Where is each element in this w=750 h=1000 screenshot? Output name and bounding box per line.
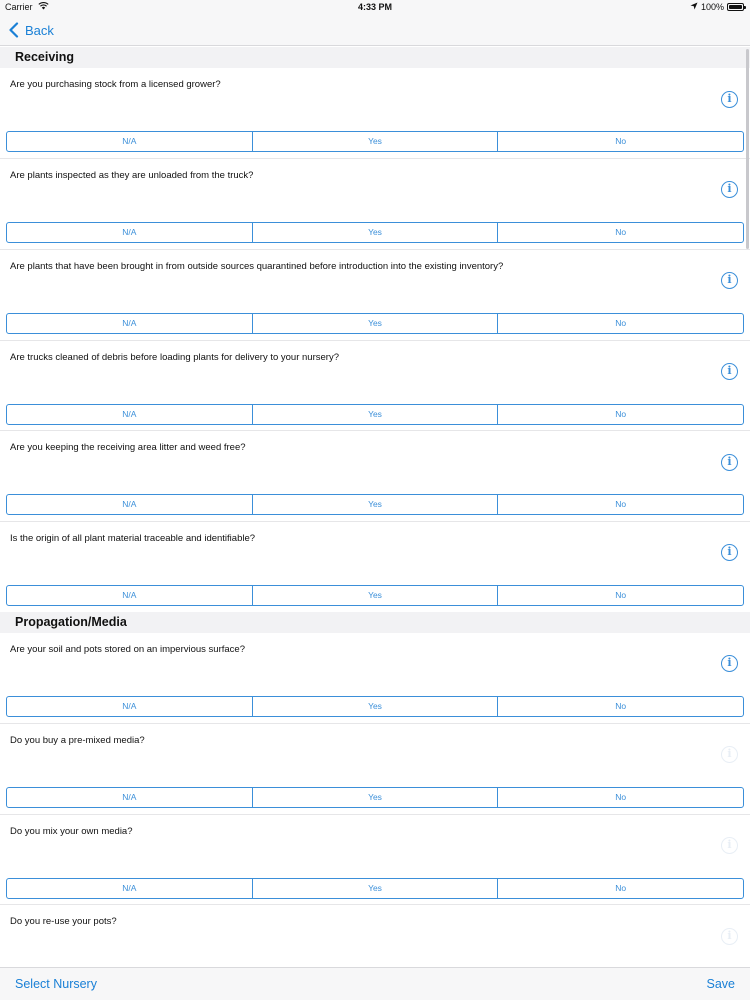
info-icon[interactable]: i (721, 181, 738, 198)
answer-no-button[interactable]: No (615, 792, 627, 802)
info-icon[interactable]: i (721, 454, 738, 471)
answer-no-button[interactable]: No (615, 590, 627, 600)
carrier-label: Carrier (5, 2, 33, 12)
info-icon[interactable]: i (721, 272, 738, 289)
info-icon[interactable]: i (721, 91, 738, 108)
questionnaire-list[interactable] (0, 47, 750, 967)
answer-yes-button[interactable]: Yes (253, 697, 499, 716)
info-icon: i (721, 746, 738, 763)
bottom-toolbar (0, 967, 750, 1000)
question-text: Do you buy a pre-mixed media? (10, 735, 145, 746)
clock: 4:33 PM (357, 2, 392, 12)
info-icon[interactable]: i (721, 544, 738, 561)
question-row (0, 68, 750, 159)
answer-segmented-control[interactable] (6, 494, 744, 515)
answer-no-button[interactable]: No (615, 883, 627, 893)
section-header-receiving: Receiving (0, 47, 750, 68)
answer-na-button[interactable]: N/A (7, 879, 253, 898)
answer-no-button[interactable]: No (615, 701, 627, 711)
scroll-indicator[interactable] (746, 49, 749, 249)
question-text: Are you purchasing stock from a licensed grower? (10, 79, 221, 90)
answer-na-button[interactable]: N/A (7, 788, 253, 807)
location-arrow-icon (690, 2, 698, 12)
save-button[interactable]: Save (706, 977, 735, 991)
select-nursery-button[interactable]: Select Nursery (15, 977, 97, 991)
question-text: Are trucks cleaned of debris before loading plants for delivery to your nursery? (10, 352, 339, 363)
answer-yes-button[interactable]: Yes (253, 314, 499, 333)
question-text: Are plants that have been brought in from outside sources quarantined before introduction into the existing inventory? (10, 261, 504, 272)
answer-no-button[interactable]: No (615, 136, 627, 146)
answer-yes-button[interactable]: Yes (253, 223, 499, 242)
question-text: Is the origin of all plant material traceable and identifiable? (10, 533, 256, 544)
question-row (0, 633, 750, 724)
battery-icon (727, 3, 744, 11)
answer-no-button[interactable]: No (615, 318, 627, 328)
answer-na-button[interactable]: N/A (7, 586, 253, 605)
chevron-left-icon (7, 22, 21, 38)
battery-percent: 100% (700, 2, 724, 12)
answer-yes-button[interactable]: Yes (253, 132, 499, 151)
question-row (0, 815, 750, 905)
answer-na-button[interactable]: N/A (7, 495, 253, 514)
navigation-bar (0, 16, 750, 46)
status-bar (0, 0, 750, 16)
answer-segmented-control[interactable] (6, 222, 744, 243)
info-icon[interactable]: i (721, 655, 738, 672)
answer-yes-button[interactable]: Yes (253, 788, 499, 807)
answer-na-button[interactable]: N/A (7, 132, 253, 151)
section-header-propagation-media: Propagation/Media (0, 612, 750, 633)
answer-no-button[interactable]: No (615, 227, 627, 237)
question-row (0, 159, 750, 250)
answer-segmented-control[interactable] (6, 585, 744, 606)
question-row (0, 341, 750, 431)
answer-yes-button[interactable]: Yes (253, 405, 499, 424)
answer-na-button[interactable]: N/A (7, 223, 253, 242)
answer-segmented-control[interactable] (6, 131, 744, 152)
answer-na-button[interactable]: N/A (7, 697, 253, 716)
info-icon: i (721, 837, 738, 854)
question-text: Are plants inspected as they are unloaded from the truck? (10, 170, 254, 181)
question-text: Do you re-use your pots? (10, 916, 117, 927)
question-row (0, 905, 750, 967)
answer-no-button[interactable]: No (615, 499, 627, 509)
question-text: Do you mix your own media? (10, 826, 133, 837)
answer-segmented-control[interactable] (6, 696, 744, 717)
info-icon[interactable]: i (721, 363, 738, 380)
back-button[interactable] (7, 22, 54, 38)
question-row (0, 724, 750, 815)
answer-segmented-control[interactable] (6, 878, 744, 899)
answer-segmented-control[interactable] (6, 787, 744, 808)
answer-segmented-control[interactable] (6, 404, 744, 425)
question-text: Are your soil and pots stored on an impervious surface? (10, 644, 245, 655)
question-row (0, 431, 750, 522)
answer-yes-button[interactable]: Yes (253, 879, 499, 898)
question-row (0, 522, 750, 612)
info-icon: i (721, 928, 738, 945)
answer-yes-button[interactable]: Yes (253, 495, 499, 514)
answer-no-button[interactable]: No (615, 409, 627, 419)
status-right (690, 2, 744, 12)
answer-yes-button[interactable]: Yes (253, 586, 499, 605)
answer-segmented-control[interactable] (6, 313, 744, 334)
question-row (0, 250, 750, 341)
answer-na-button[interactable]: N/A (7, 314, 253, 333)
back-label: Back (25, 22, 54, 38)
question-text: Are you keeping the receiving area litter and weed free? (10, 442, 246, 453)
answer-na-button[interactable]: N/A (7, 405, 253, 424)
